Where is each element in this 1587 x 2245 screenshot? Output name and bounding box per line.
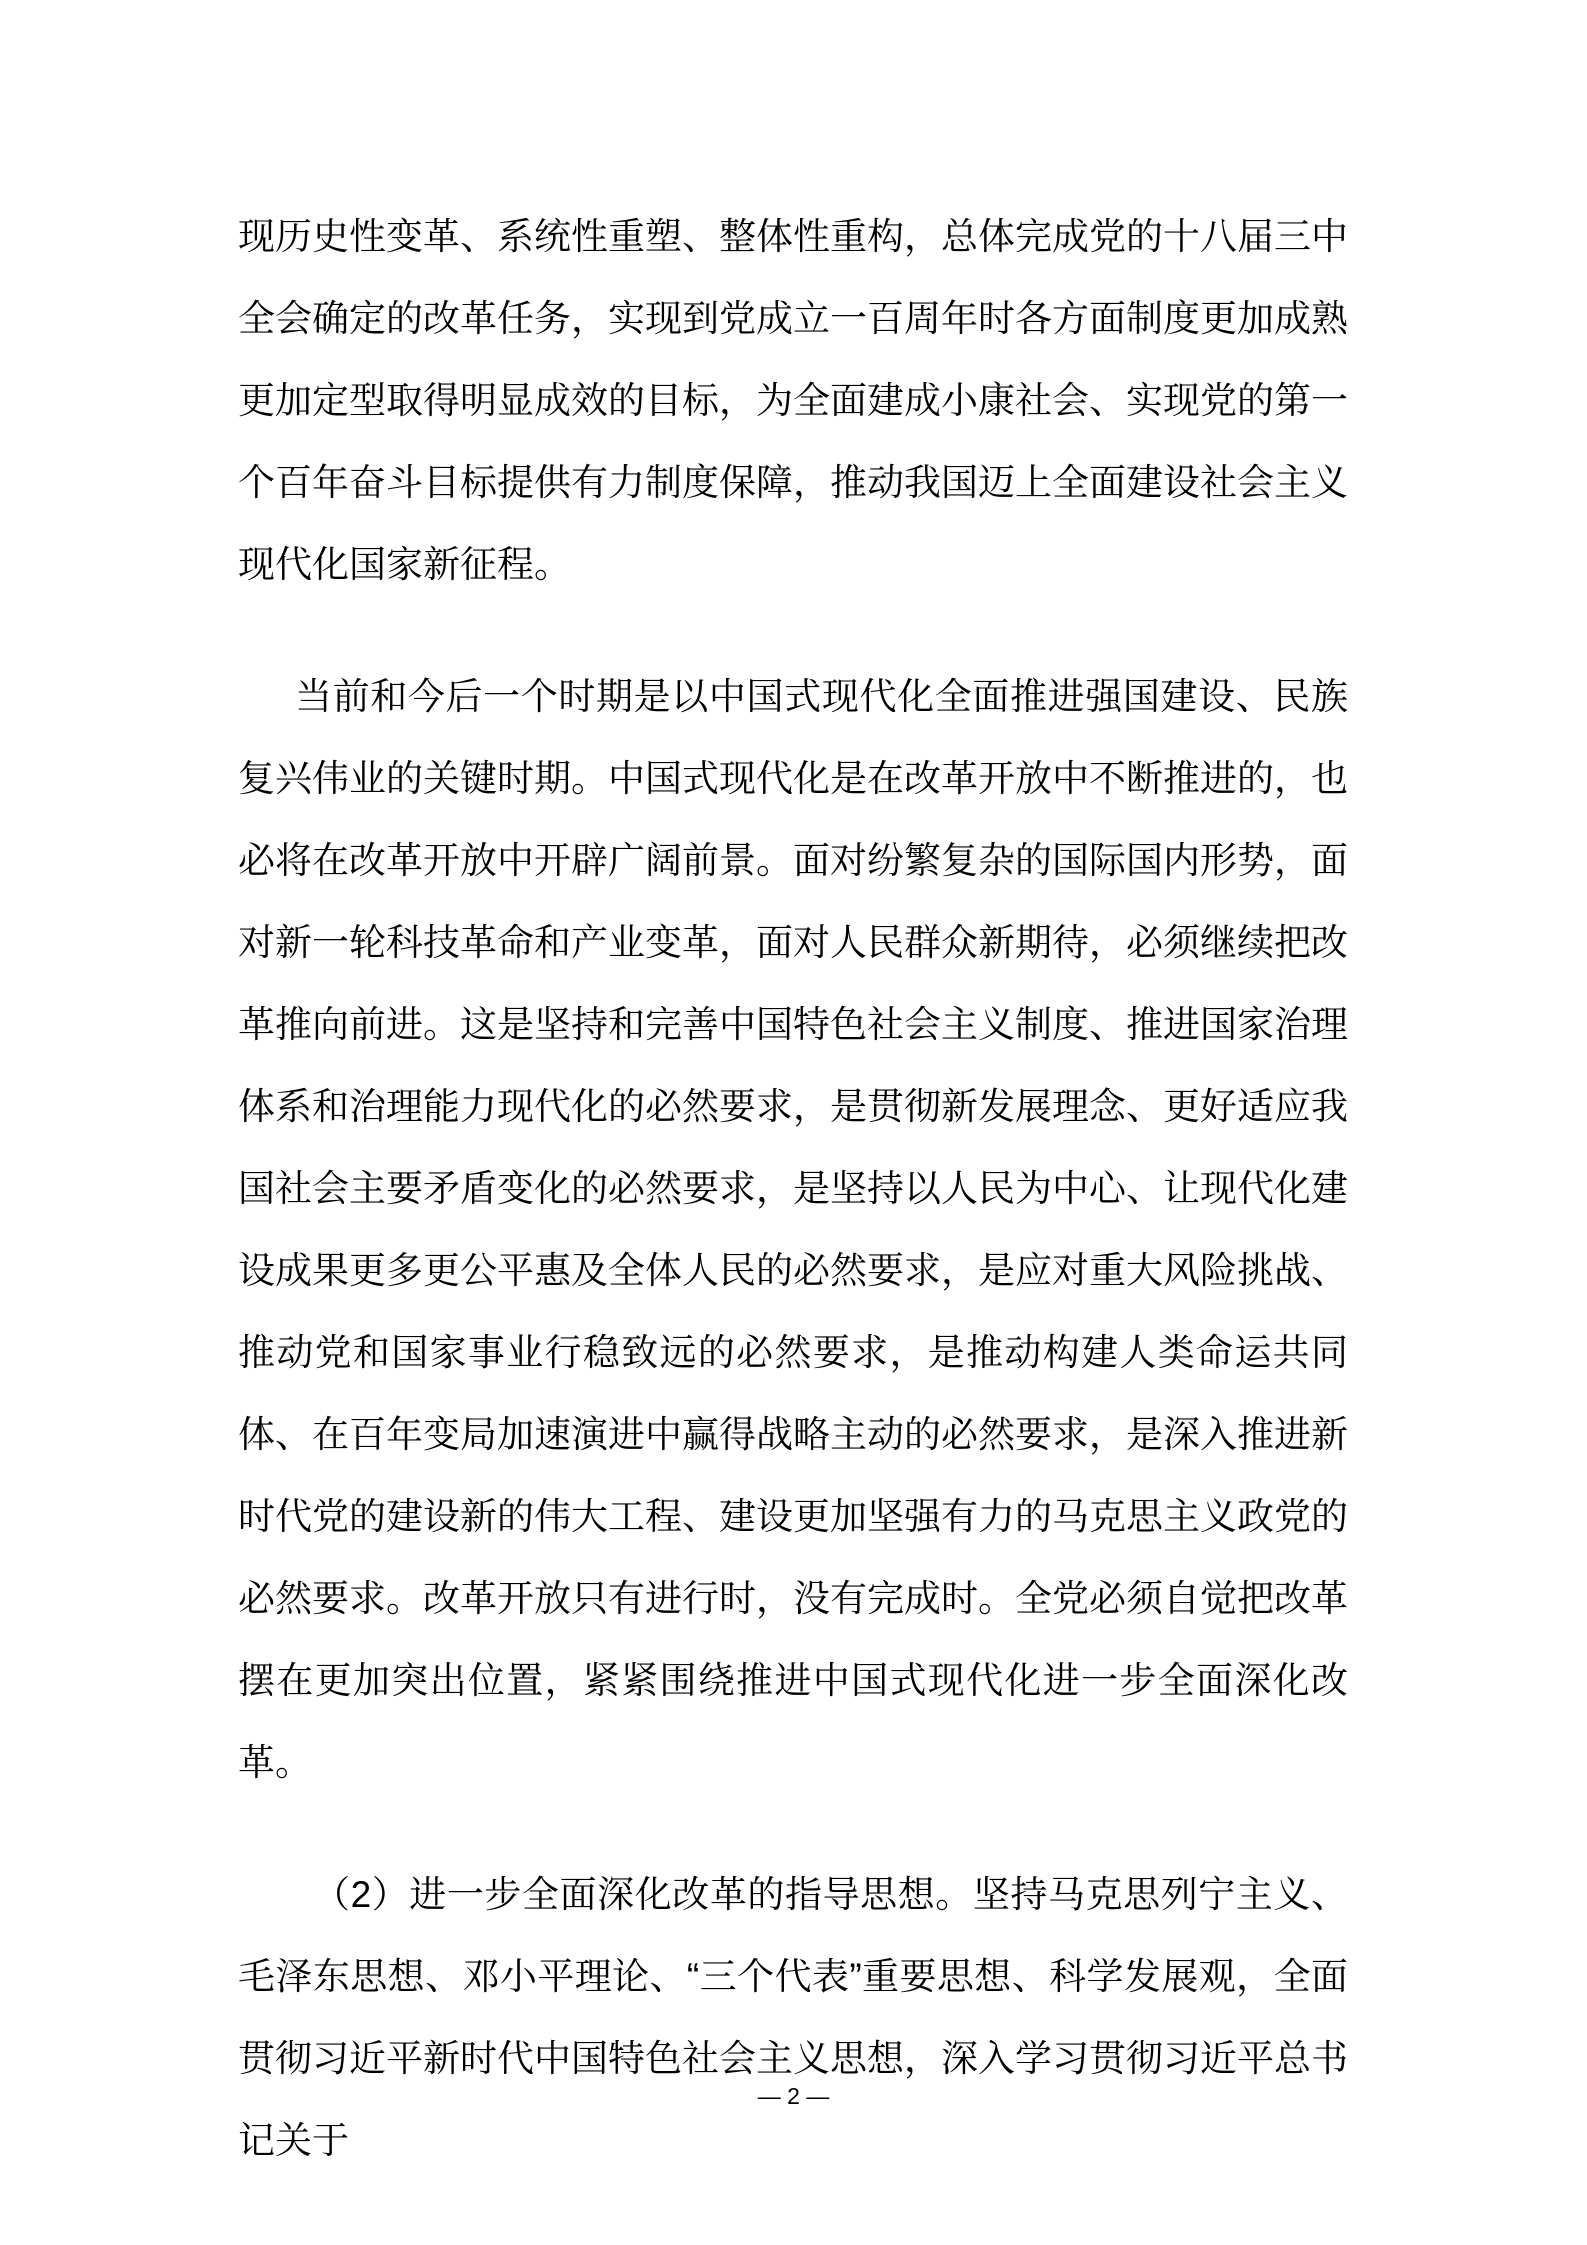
document-body	[238, 196, 1348, 2182]
paragraph-numbered-item-2: （2）进一步全面深化改革的指导思想。坚持马克思列宁主义、毛泽东思想、邓小平理论、“三个代表”重要思想、科学发展观，全面贯彻习近平新时代中国特色社会主义思想，深入学习贯彻习近平总书记关于	[238, 1874, 1348, 2161]
paragraph-body: 当前和今后一个时期是以中国式现代化全面推进强国建设、民族复兴伟业的关键时期。中国式现代化是在改革开放中不断推进的，也必将在改革开放中开辟广阔前景。面对纷繁复杂的国际国内形势，面对新一轮科技革命和产业变革，面对人民群众新期待，必须继续把改革推向前进。这是坚持和完善中国特色社会主义制度、推进国家治理体系和治理能力现代化的必然要求，是贯彻新发展理念、更好适应我国社会主要矛盾变化的必然要求，是坚持以人民为中心、让现代化建设成果更多更公平惠及全体人民的必然要求，是应对重大风险挑战、推动党和国家事业行稳致远的必然要求，是推动构建人类命运共同体、在百年变局加速演进中赢得战略主动的必然要求，是深入推进新时代党的建设新的伟大工程、建设更加坚强有力的马克思主义政党的必然要求。改革开放只有进行时，没有完成时。全党必须自觉把改革摆在更加突出位置，紧紧围绕推进中国式现代化进一步全面深化改革。	[238, 676, 1348, 1783]
paragraph-continuation: 现历史性变革、系统性重塑、整体性重构，总体完成党的十八届三中全会确定的改革任务，实现到党成立一百周年时各方面制度更加成熟更加定型取得明显成效的目标，为全面建成小康社会、实现党的第一个百年奋斗目标提供有力制度保障，推动我国迈上全面建设社会主义现代化国家新征程。	[238, 216, 1348, 585]
page-number: — 2 —	[757, 2083, 830, 2109]
